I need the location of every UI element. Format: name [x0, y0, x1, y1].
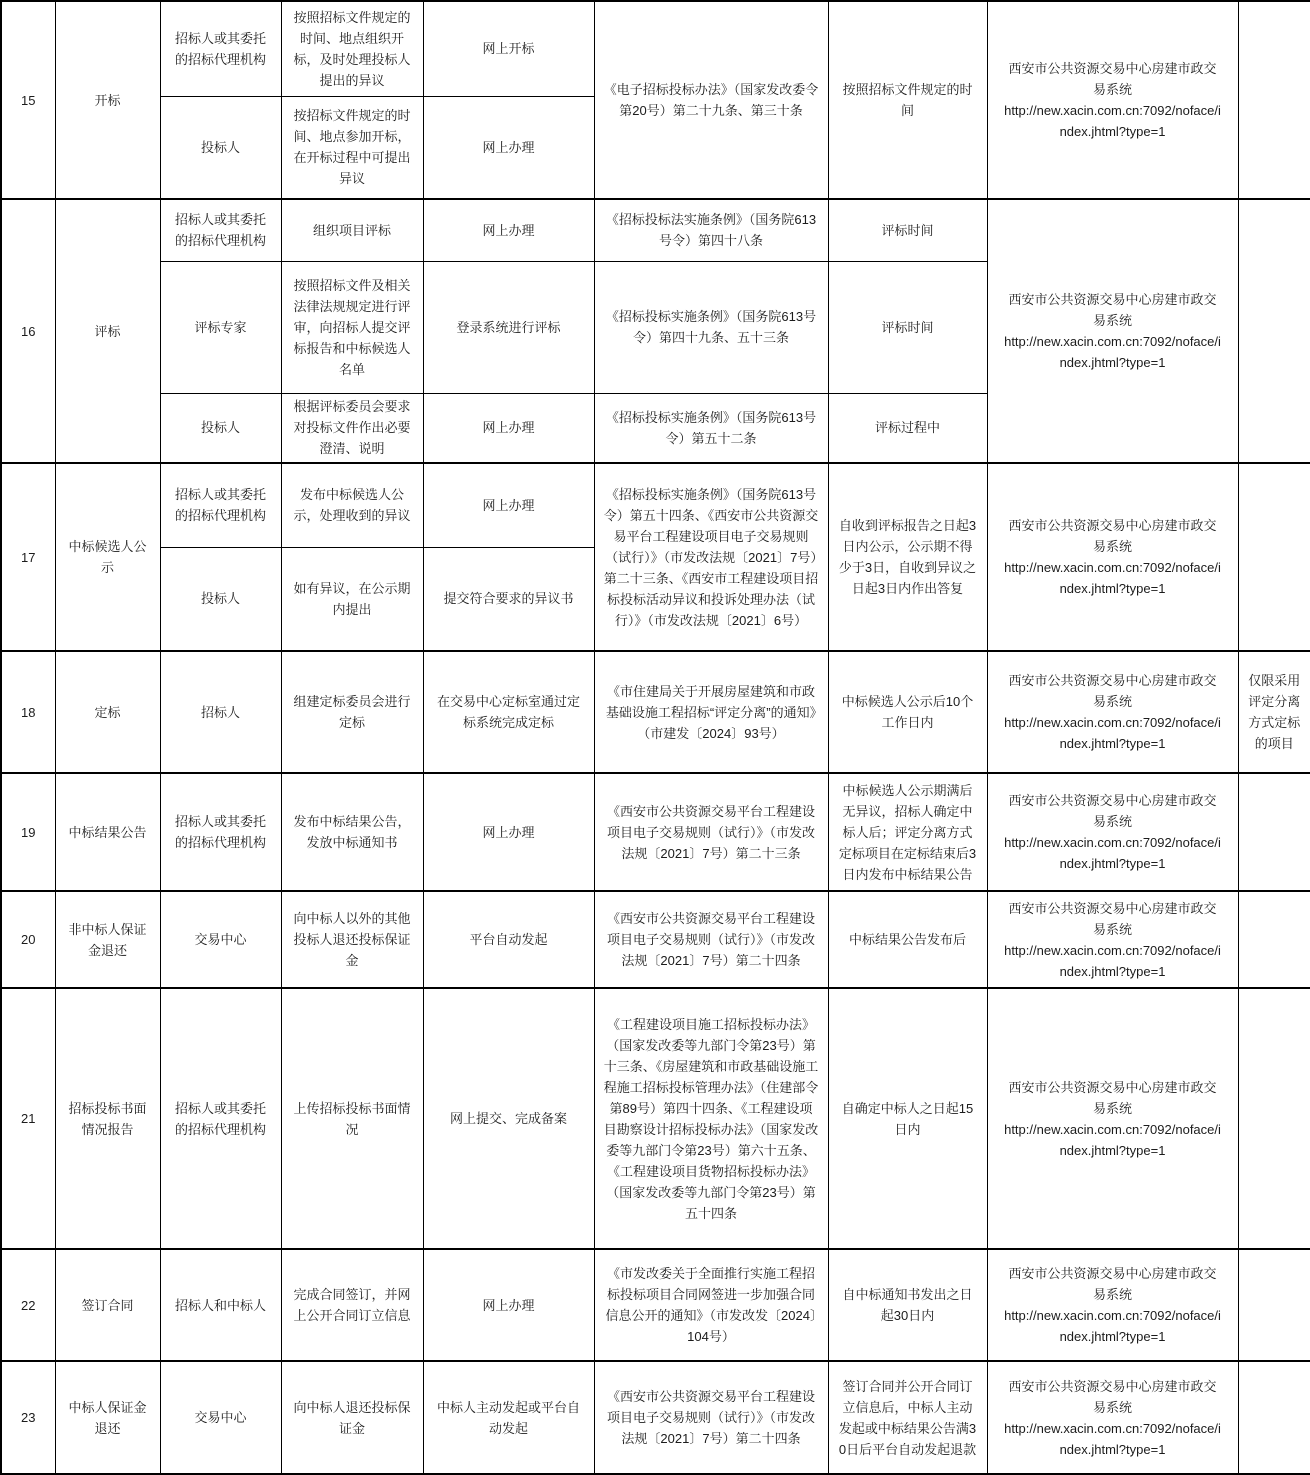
party-cell: 投标人: [160, 393, 281, 463]
table-row: [1, 199, 1310, 261]
stage-cell: 中标候选人公示: [55, 463, 160, 651]
time-limit-cell: 自确定中标人之日起15日内: [828, 988, 987, 1249]
party-cell: 招标人或其委托的招标代理机构: [160, 988, 281, 1249]
table-row: [1, 988, 1310, 1249]
work-content-cell: 完成合同签订，并网上公开合同订立信息: [281, 1249, 423, 1361]
method-cell: 网上办理: [423, 1249, 594, 1361]
system-url: http://new.xacin.com.cn:7092/noface/index.jhtml?type=1: [1004, 1420, 1221, 1457]
party-cell: 招标人: [160, 651, 281, 773]
system-url: http://new.xacin.com.cn:7092/noface/index.jhtml?type=1: [1004, 1308, 1221, 1344]
work-content-cell: 发布中标候选人公示，处理收到的异议: [281, 463, 423, 547]
work-content-cell: 向中标人以外的其他投标人退还投标保证金: [281, 891, 423, 988]
legal-basis-cell: 《招标投标实施条例》（国务院613号令）第五十四条、《西安市公共资源交易平台工程建设项目电子交易规则（试行）》（市发改法规〔2021〕7号）第二十三条、《西安市工程建设项目招标投标活动异议和投诉处理办法（试行）》（市发改法规〔2021〕6号）: [594, 463, 828, 651]
party-cell: 招标人和中标人: [160, 1249, 281, 1361]
work-content-cell: 按照招标文件及相关法律法规规定进行评审，向招标人提交评标报告和中标候选人名单: [281, 261, 423, 393]
note-cell: [1238, 773, 1310, 891]
stage-cell: 签订合同: [55, 1249, 160, 1361]
system-cell: [987, 1249, 1238, 1361]
table-row: [1, 1361, 1310, 1474]
method-cell: 网上办理: [423, 393, 594, 463]
method-cell: 网上办理: [423, 96, 594, 199]
row-number-cell: 18: [1, 651, 55, 773]
legal-basis-cell: 《市发改委关于全面推行实施工程招标投标项目合同网签进一步加强合同信息公开的通知》（市发改发〔2024〕104号）: [594, 1249, 828, 1361]
system-name: 西安市公共资源交易中心房建市政交易系统: [1008, 1266, 1217, 1302]
row-number-cell: 20: [1, 891, 55, 988]
system-name: 西安市公共资源交易中心房建市政交易系统: [1008, 61, 1217, 97]
legal-basis-cell: 《招标投标实施条例》（国务院613号令）第五十二条: [594, 393, 828, 463]
stage-cell: 定标: [55, 651, 160, 773]
party-cell: 投标人: [160, 547, 281, 651]
time-limit-cell: 中标候选人公示后10个工作日内: [828, 651, 987, 773]
system-cell: [987, 463, 1238, 651]
row-number-cell: 23: [1, 1361, 55, 1474]
note-cell: [1238, 199, 1310, 463]
system-url: http://new.xacin.com.cn:7092/noface/index.jhtml?type=1: [1004, 103, 1221, 139]
note-cell: [1238, 891, 1310, 988]
party-cell: 招标人或其委托的招标代理机构: [160, 1, 281, 96]
system-cell: [987, 891, 1238, 988]
party-cell: 招标人或其委托的招标代理机构: [160, 773, 281, 891]
system-name: 西安市公共资源交易中心房建市政交易系统: [1008, 900, 1217, 937]
table-row: [1, 773, 1310, 891]
stage-cell: 评标: [55, 199, 160, 463]
system-url: http://new.xacin.com.cn:7092/noface/index.jhtml?type=1: [1004, 942, 1221, 979]
system-url: http://new.xacin.com.cn:7092/noface/index.jhtml?type=1: [1004, 715, 1221, 751]
legal-basis-cell: 《市住建局关于开展房屋建筑和市政基础设施工程招标“评定分离”的通知》（市建发〔2024〕93号）: [594, 651, 828, 773]
time-limit-cell: 自收到评标报告之日起3日内公示，公示期不得少于3日，自收到异议之日起3日内作出答复: [828, 463, 987, 651]
stage-cell: 招标投标书面情况报告: [55, 988, 160, 1249]
work-content-cell: 上传招标投标书面情况: [281, 988, 423, 1249]
method-cell: 中标人主动发起或平台自动发起: [423, 1361, 594, 1474]
system-url: http://new.xacin.com.cn:7092/noface/index.jhtml?type=1: [1004, 835, 1221, 871]
note-cell: [1238, 1249, 1310, 1361]
row-number-cell: 17: [1, 463, 55, 651]
method-cell: 提交符合要求的异议书: [423, 547, 594, 651]
work-content-cell: 按照招标文件规定的时间、地点组织开标，及时处理投标人提出的异议: [281, 1, 423, 96]
system-cell: [987, 651, 1238, 773]
system-url: http://new.xacin.com.cn:7092/noface/index.jhtml?type=1: [1004, 1121, 1221, 1158]
work-content-cell: 如有异议，在公示期内提出: [281, 547, 423, 651]
method-cell: 在交易中心定标室通过定标系统完成定标: [423, 651, 594, 773]
system-cell: [987, 773, 1238, 891]
note-cell: [1238, 1361, 1310, 1474]
system-cell: [987, 1361, 1238, 1474]
time-limit-cell: 中标候选人公示期满后无异议，招标人确定中标人后；评定分离方式定标项目在定标结束后3日内发布中标结果公告: [828, 773, 987, 891]
table-row: [1, 1249, 1310, 1361]
work-content-cell: 组织项目评标: [281, 199, 423, 261]
party-cell: 招标人或其委托的招标代理机构: [160, 463, 281, 547]
system-name: 西安市公共资源交易中心房建市政交易系统: [1008, 1079, 1217, 1116]
method-cell: 网上办理: [423, 773, 594, 891]
stage-cell: 中标结果公告: [55, 773, 160, 891]
party-cell: 招标人或其委托的招标代理机构: [160, 199, 281, 261]
row-number-cell: 19: [1, 773, 55, 891]
row-number-cell: 21: [1, 988, 55, 1249]
method-cell: 平台自动发起: [423, 891, 594, 988]
legal-basis-cell: 《西安市公共资源交易平台工程建设项目电子交易规则（试行）》（市发改法规〔2021〕7号）第二十四条: [594, 1361, 828, 1474]
time-limit-cell: 中标结果公告发布后: [828, 891, 987, 988]
system-name: 西安市公共资源交易中心房建市政交易系统: [1008, 1378, 1217, 1415]
time-limit-cell: 签订合同并公开合同订立信息后，中标人主动发起或中标结果公告满30日后平台自动发起退款: [828, 1361, 987, 1474]
system-name: 西安市公共资源交易中心房建市政交易系统: [1008, 518, 1217, 554]
method-cell: 网上开标: [423, 1, 594, 96]
stage-cell: 开标: [55, 1, 160, 199]
table-row: [1, 463, 1310, 547]
table-row: [1, 1, 1310, 96]
system-url: http://new.xacin.com.cn:7092/noface/index.jhtml?type=1: [1004, 334, 1221, 370]
work-content-cell: 向中标人退还投标保证金: [281, 1361, 423, 1474]
method-cell: 网上办理: [423, 199, 594, 261]
method-cell: 网上办理: [423, 463, 594, 547]
party-cell: 投标人: [160, 96, 281, 199]
table-row: [1, 891, 1310, 988]
party-cell: 评标专家: [160, 261, 281, 393]
party-cell: 交易中心: [160, 891, 281, 988]
legal-basis-cell: 《招标投标实施条例》（国务院613号令）第四十九条、五十三条: [594, 261, 828, 393]
legal-basis-cell: 《招标投标法实施条例》（国务院613号令）第四十八条: [594, 199, 828, 261]
method-cell: 网上提交、完成备案: [423, 988, 594, 1249]
stage-cell: 中标人保证金退还: [55, 1361, 160, 1474]
work-content-cell: 组建定标委员会进行定标: [281, 651, 423, 773]
time-limit-cell: 自中标通知书发出之日起30日内: [828, 1249, 987, 1361]
legal-basis-cell: 《西安市公共资源交易平台工程建设项目电子交易规则（试行）》（市发改法规〔2021〕7号）第二十四条: [594, 891, 828, 988]
system-name: 西安市公共资源交易中心房建市政交易系统: [1008, 292, 1217, 328]
system-cell: [987, 199, 1238, 463]
note-cell: [1238, 463, 1310, 651]
note-cell: [1238, 1, 1310, 199]
table-row: [1, 651, 1310, 773]
party-cell: 交易中心: [160, 1361, 281, 1474]
system-cell: [987, 988, 1238, 1249]
system-url: http://new.xacin.com.cn:7092/noface/index.jhtml?type=1: [1004, 560, 1221, 596]
legal-basis-cell: 《电子招标投标办法》（国家发改委令第20号）第二十九条、第三十条: [594, 1, 828, 199]
system-name: 西安市公共资源交易中心房建市政交易系统: [1008, 673, 1217, 709]
row-number-cell: 15: [1, 1, 55, 199]
row-number-cell: 22: [1, 1249, 55, 1361]
time-limit-cell: 评标时间: [828, 199, 987, 261]
note-cell: [1238, 988, 1310, 1249]
time-limit-cell: 按照招标文件规定的时间: [828, 1, 987, 199]
work-content-cell: 发布中标结果公告，发放中标通知书: [281, 773, 423, 891]
time-limit-cell: 评标过程中: [828, 393, 987, 463]
system-cell: [987, 1, 1238, 199]
system-name: 西安市公共资源交易中心房建市政交易系统: [1008, 793, 1217, 829]
stage-cell: 非中标人保证金退还: [55, 891, 160, 988]
row-number-cell: 16: [1, 199, 55, 463]
time-limit-cell: 评标时间: [828, 261, 987, 393]
method-cell: 登录系统进行评标: [423, 261, 594, 393]
note-cell: 仅限采用评定分离方式定标的项目: [1238, 651, 1310, 773]
work-content-cell: 根据评标委员会要求对投标文件作出必要澄清、说明: [281, 393, 423, 463]
legal-basis-cell: 《工程建设项目施工招标投标办法》（国家发改委等九部门令第23号）第十三条、《房屋建筑和市政基础设施工程施工招标投标管理办法》（住建部令第89号）第四十四条、《工程建设项目勘察设计招标投标办法》（国家发改委等九部门令第23号）第六十五条、《工程建设项目货物招标投标办法》（国家发改委等九部门令第23号）第五十四条: [594, 988, 828, 1249]
legal-basis-cell: 《西安市公共资源交易平台工程建设项目电子交易规则（试行）》（市发改法规〔2021〕7号）第二十三条: [594, 773, 828, 891]
work-content-cell: 按招标文件规定的时间、地点参加开标，在开标过程中可提出异议: [281, 96, 423, 199]
